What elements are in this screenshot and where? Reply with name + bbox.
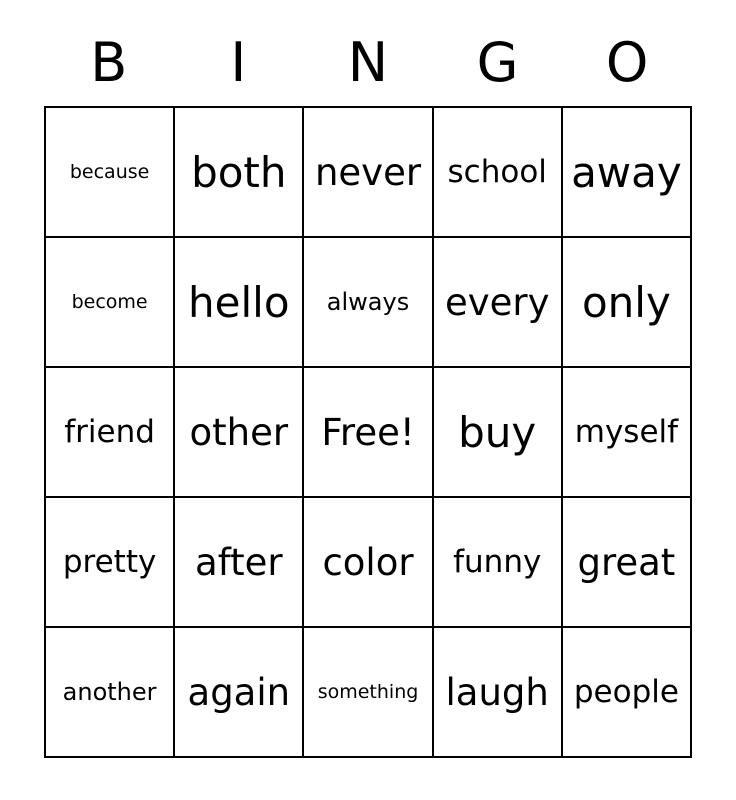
header-letter-n: N	[347, 31, 389, 94]
bingo-cell-label: people	[573, 674, 679, 710]
bingo-row-2	[46, 238, 692, 368]
bingo-cell-o1[interactable]	[563, 108, 692, 238]
bingo-cell-b5[interactable]	[46, 628, 175, 758]
bingo-cell-label: every	[444, 280, 550, 324]
bingo-cell-label: only	[581, 277, 671, 327]
bingo-cell-b4[interactable]	[46, 498, 175, 628]
bingo-row-5	[46, 628, 692, 758]
bingo-cell-n5[interactable]	[304, 628, 433, 758]
bingo-grid	[44, 106, 692, 758]
bingo-cell-label: other	[189, 410, 289, 454]
bingo-cell-label: both	[191, 147, 287, 197]
bingo-cell-label: buy	[458, 407, 537, 457]
bingo-cell-label: friend	[64, 414, 155, 450]
bingo-cell-g5[interactable]	[434, 628, 563, 758]
bingo-cell-g4[interactable]	[434, 498, 563, 628]
bingo-card	[44, 20, 692, 758]
bingo-cell-b1[interactable]	[46, 108, 175, 238]
bingo-cell-i4[interactable]	[175, 498, 304, 628]
bingo-row-1	[46, 108, 692, 238]
bingo-cell-label: become	[71, 291, 148, 313]
bingo-cell-label: school	[447, 154, 547, 190]
bingo-cell-label: something	[317, 681, 419, 703]
bingo-cell-label: hello	[188, 277, 290, 327]
bingo-cell-n2[interactable]	[304, 238, 433, 368]
bingo-cell-label: always	[326, 288, 410, 316]
bingo-cell-i1[interactable]	[175, 108, 304, 238]
bingo-row-4	[46, 498, 692, 628]
bingo-cell-label: funny	[453, 544, 542, 580]
bingo-cell-i5[interactable]	[175, 628, 304, 758]
bingo-cell-o3[interactable]	[563, 368, 692, 498]
bingo-row-3	[46, 368, 692, 498]
header-letter-b: B	[90, 31, 128, 94]
bingo-cell-label: color	[322, 540, 414, 584]
bingo-cell-g1[interactable]	[434, 108, 563, 238]
bingo-cell-label: pretty	[62, 544, 157, 580]
bingo-cell-i3[interactable]	[175, 368, 304, 498]
bingo-cell-b3[interactable]	[46, 368, 175, 498]
header-letter-o: O	[605, 31, 649, 94]
bingo-cell-n1[interactable]	[304, 108, 433, 238]
bingo-cell-label: great	[577, 540, 676, 584]
bingo-cell-g2[interactable]	[434, 238, 563, 368]
bingo-cell-label: never	[314, 150, 422, 194]
bingo-cell-label: again	[187, 670, 291, 714]
bingo-cell-o5[interactable]	[563, 628, 692, 758]
bingo-cell-n4[interactable]	[304, 498, 433, 628]
bingo-cell-label: another	[62, 678, 157, 706]
bingo-cell-label: Free!	[321, 410, 415, 454]
bingo-cell-g3[interactable]	[434, 368, 563, 498]
header-letter-g: G	[476, 31, 519, 94]
bingo-cell-i2[interactable]	[175, 238, 304, 368]
bingo-header-row	[44, 20, 692, 106]
bingo-cell-label: myself	[574, 414, 679, 450]
header-letter-i: I	[230, 31, 247, 94]
bingo-cell-o2[interactable]	[563, 238, 692, 368]
bingo-cell-label: laugh	[445, 670, 549, 714]
bingo-cell-label: because	[69, 161, 150, 183]
bingo-cell-b2[interactable]	[46, 238, 175, 368]
bingo-cell-o4[interactable]	[563, 498, 692, 628]
bingo-cell-label: away	[571, 147, 682, 197]
bingo-cell-label: after	[195, 540, 283, 584]
bingo-cell-free[interactable]	[304, 368, 433, 498]
